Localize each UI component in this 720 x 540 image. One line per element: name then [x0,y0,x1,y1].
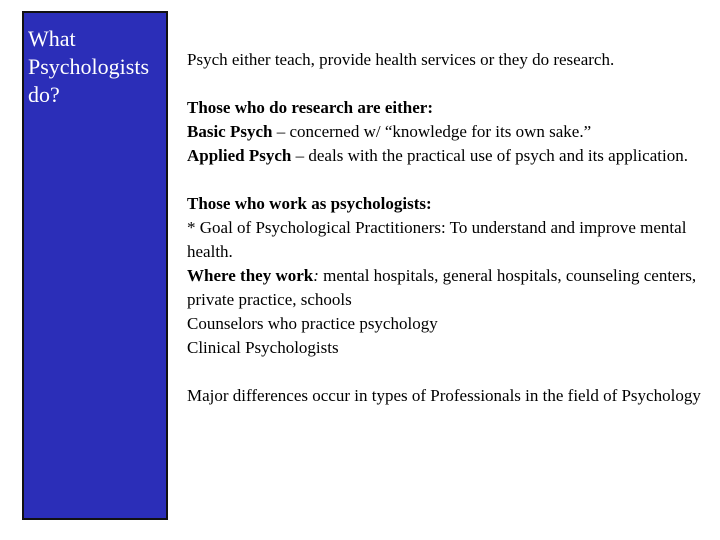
where-they-work-term: Where they work [187,266,314,285]
basic-psych-item [187,120,707,144]
counselors-item: Counselors who practice psychology [187,314,438,333]
where-they-work-item [187,264,707,312]
title-panel [22,11,168,520]
intro-paragraph: Psych either teach, provide health services or they do research. [187,50,615,69]
basic-psych-term: Basic Psych [187,122,273,141]
slide-title-line: What [28,26,76,51]
slide-title-line: do? [28,82,60,107]
applied-psych-term: Applied Psych [187,146,292,165]
research-heading: Those who do research are either: [187,98,433,117]
closing-paragraph: Major differences occur in types of Professionals in the field of Psychology [187,386,701,405]
practitioners-heading: Those who work as psychologists: [187,194,432,213]
basic-psych-desc: – concerned w/ “knowledge for its own sake.” [272,122,592,141]
clinical-item: Clinical Psychologists [187,338,339,357]
slide-content [187,48,707,408]
applied-psych-item [187,144,707,168]
slide-title [28,25,149,109]
where-they-work-colon: : [313,266,319,285]
slide-title-line: Psychologists [28,54,150,79]
where-they-work-desc: mental hospitals, general hospitals, counseling centers, private practice, schools [187,266,697,309]
applied-psych-desc: – deals with the practical use of psych and its application. [291,146,688,165]
practitioners-goal: * Goal of Psychological Practitioners: To understand and improve mental health. [187,218,687,261]
